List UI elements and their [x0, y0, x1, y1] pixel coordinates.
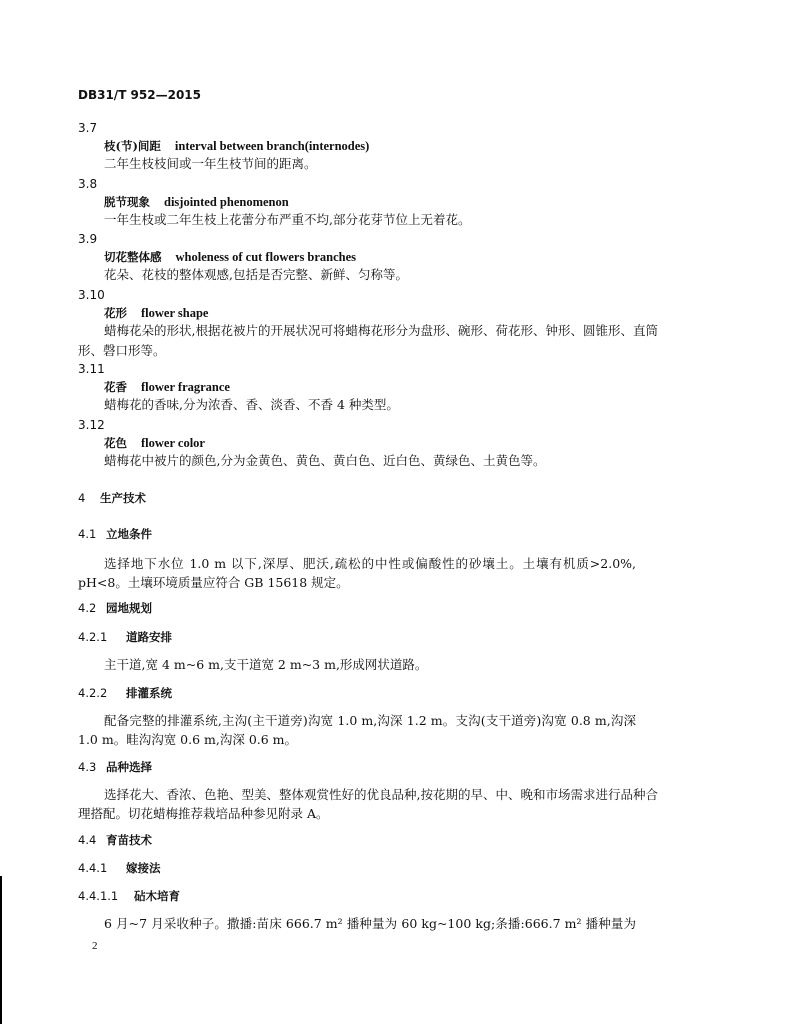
section-heading [78, 490, 146, 506]
term-number: 3.12 [78, 418, 105, 432]
section-number: 4.4.1 [78, 861, 108, 875]
section-title: 品种选择 [106, 760, 152, 774]
term-heading [104, 249, 356, 265]
term-zh: 切花整体感 [104, 250, 162, 264]
term-zh: 花形 [104, 306, 127, 320]
term-zh: 脱节现象 [104, 195, 150, 209]
term-heading [104, 435, 205, 451]
standard-code: DB31/T 952—2015 [78, 88, 201, 102]
term-heading [104, 194, 289, 210]
paragraph-line: 理搭配。切花蜡梅推荐栽培品种参见附录 A。 [78, 806, 329, 821]
section-number: 4.3 [78, 760, 97, 774]
paragraph-line: 配备完整的排灌系统,主沟(主干道旁)沟宽 1.0 m,沟深 1.2 m。支沟(支干道旁)沟宽 0.8 m,沟深 [104, 713, 636, 728]
section-title: 嫁接法 [126, 861, 161, 875]
term-number: 3.7 [78, 121, 98, 135]
section-heading [78, 759, 152, 775]
term-zh: 花香 [104, 380, 127, 394]
paragraph-line: 6 月~7 月采收种子。撒播:苗床 666.7 m² 播种量为 60 kg~100 kg;条播:666.7 m² 播种量为 [104, 916, 636, 931]
term-number: 3.8 [78, 177, 98, 191]
term-number: 3.10 [78, 288, 105, 302]
term-en: interval between branch(internodes) [174, 139, 370, 153]
section-number: 4.2 [78, 601, 97, 615]
term-number: 3.9 [78, 232, 98, 246]
term-definition: 一年生枝或二年生枝上花蕾分布严重不均,部分花芽节位上无着花。 [104, 212, 471, 227]
section-number: 4 [78, 491, 86, 505]
paragraph-line: 主干道,宽 4 m~6 m,支干道宽 2 m~3 m,形成网状道路。 [104, 657, 428, 672]
term-number: 3.11 [78, 362, 105, 376]
paragraph-line: 选择地下水位 1.0 m 以下,深厚、肥沃,疏松的中性或偏酸性的砂壤土。土壤有机质>2.0%, [104, 556, 636, 571]
term-definition: 蜡梅花的香味,分为浓香、香、淡香、不香 4 种类型。 [104, 397, 399, 412]
paragraph-line: 1.0 m。畦沟沟宽 0.6 m,沟深 0.6 m。 [78, 732, 298, 747]
term-en: flower fragrance [141, 380, 230, 394]
term-definition: 蜡梅花朵的形状,根据花被片的开展状况可将蜡梅花形分为盘形、碗形、荷花形、钟形、圆锥形、直筒 [104, 323, 658, 338]
term-definition: 花朵、花枝的整体观感,包括是否完整、新鲜、匀称等。 [104, 267, 408, 282]
section-title: 育苗技术 [106, 833, 152, 847]
page-number: 2 [92, 940, 98, 952]
paragraph-line: pH<8。土壤环境质量应符合 GB 15618 规定。 [78, 575, 349, 590]
section-number: 4.2.1 [78, 630, 108, 644]
section-heading [78, 860, 161, 876]
section-title: 排灌系统 [126, 686, 172, 700]
section-number: 4.1 [78, 527, 97, 541]
term-en: wholeness of cut flowers branches [175, 250, 357, 264]
term-en: flower shape [141, 306, 209, 320]
term-zh: 花色 [104, 436, 127, 450]
section-title: 砧木培育 [134, 889, 180, 903]
section-number: 4.2.2 [78, 686, 108, 700]
section-number: 4.4.1.1 [78, 889, 119, 903]
term-definition: 蜡梅花中被片的颜色,分为金黄色、黄色、黄白色、近白色、黄绿色、土黄色等。 [104, 453, 546, 468]
term-definition: 二年生枝枝间或一年生枝节间的距离。 [104, 156, 317, 171]
section-title: 生产技术 [100, 491, 146, 505]
paragraph-line: 选择花大、香浓、色艳、型美、整体观赏性好的优良品种,按花期的早、中、晚和市场需求进行品种合 [104, 787, 658, 802]
section-heading [78, 832, 152, 848]
term-heading [104, 379, 230, 395]
section-title: 园地规划 [106, 601, 152, 615]
term-en: disjointed phenomenon [164, 195, 289, 209]
section-title: 道路安排 [126, 630, 172, 644]
term-zh: 枝(节)间距 [104, 139, 161, 153]
section-heading [78, 685, 172, 701]
section-heading [78, 600, 152, 616]
scan-edge-line [0, 876, 2, 1024]
section-heading [78, 526, 152, 542]
section-heading [78, 629, 172, 645]
section-heading [78, 888, 180, 904]
term-heading [104, 305, 208, 321]
term-definition-continued: 形、磬口形等。 [78, 343, 166, 358]
section-title: 立地条件 [106, 527, 152, 541]
section-number: 4.4 [78, 833, 97, 847]
term-heading [104, 138, 369, 154]
term-en: flower color [141, 436, 205, 450]
